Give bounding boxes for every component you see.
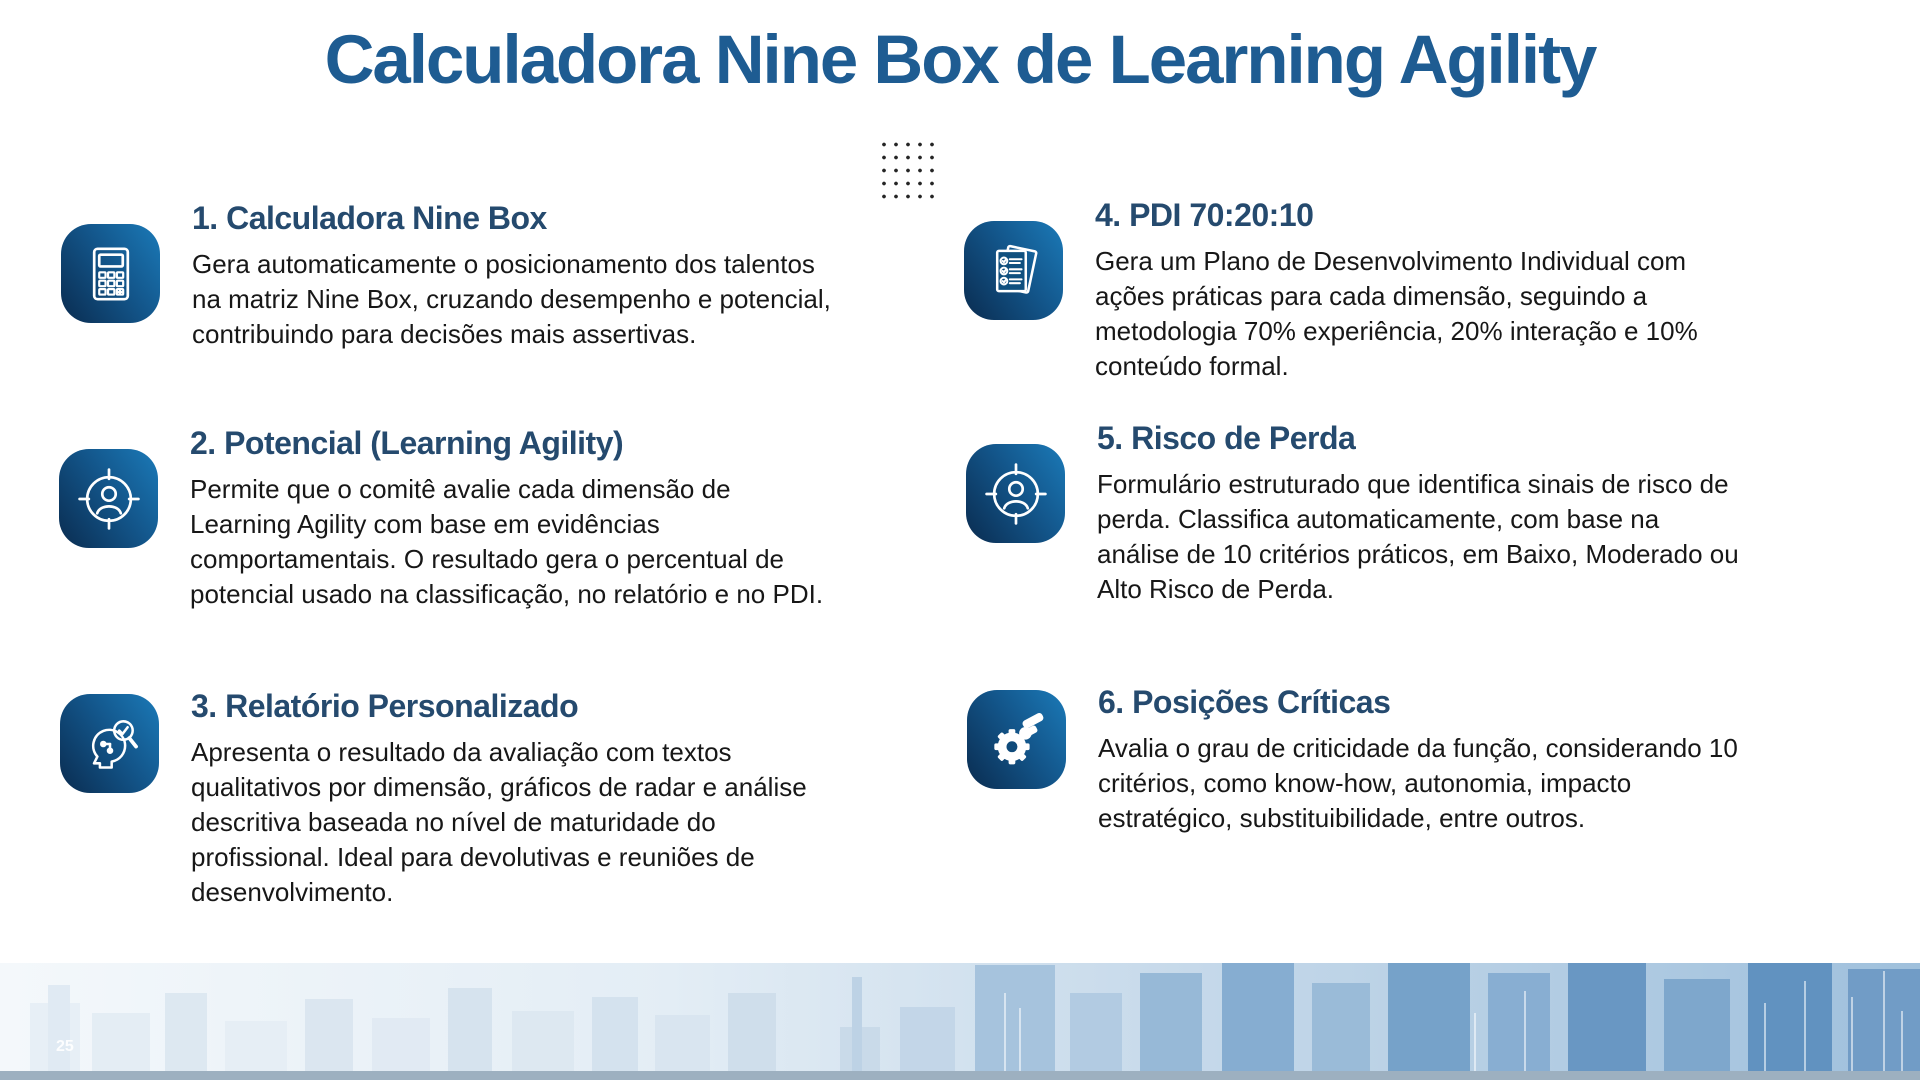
city-skyline-image (0, 963, 1920, 1080)
gear-hand-icon (967, 690, 1066, 789)
feature-title: 2. Potencial (Learning Agility) (190, 425, 624, 461)
feature-title: 3. Relatório Personalizado (191, 688, 579, 724)
feature-item-1 (61, 200, 861, 352)
feature-description: Apresenta o resultado da avaliação com textos qualitativos por dimensão, gráficos de radar e análise descritiva baseada no nível de maturidade do profissional. Ideal para devolutivas e reuniões de desenvolvimento. (191, 737, 807, 907)
feature-title: 5. Risco de Perda (1097, 420, 1356, 456)
feature-description: Permite que o comitê avalie cada dimensão de Learning Agility com base em evidências comportamentais. O resultado gera o percentual de potencial usado na classificação, no relatório e no PDI. (190, 474, 824, 609)
person-target-icon (966, 444, 1065, 543)
feature-item-3 (60, 688, 870, 910)
checklist-icon (964, 221, 1063, 320)
feature-description: Avalia o grau de criticidade da função, considerando 10 critérios, como know-how, autonomia, impacto estratégico, substituibilidade, entre outros. (1098, 733, 1738, 833)
feature-title: 6. Posições Críticas (1098, 684, 1391, 720)
calculator-icon (61, 224, 160, 323)
page-title: Calculadora Nine Box de Learning Agility (324, 21, 1596, 98)
feature-description: Gera automaticamente o posicionamento dos talentos na matriz Nine Box, cruzando desempenho e potencial, contribuindo para decisões mais assertivas. (192, 249, 831, 349)
feature-title: 4. PDI 70:20:10 (1095, 197, 1314, 233)
head-analysis-icon (60, 694, 159, 793)
page-number: 25 (56, 1038, 74, 1055)
feature-item-5 (966, 420, 1776, 607)
feature-item-4 (964, 197, 1774, 384)
person-target-icon (59, 449, 158, 548)
feature-item-2 (59, 425, 859, 612)
feature-description: Formulário estruturado que identifica sinais de risco de perda. Classifica automaticamente, com base na análise de 10 critérios práticos, em Baixo, Moderado ou Alto Risco de Perda. (1097, 469, 1739, 604)
feature-description: Gera um Plano de Desenvolvimento Individual com ações práticas para cada dimensão, seguindo a metodologia 70% experiência, 20% interação e 10% conteúdo formal. (1095, 246, 1698, 381)
dots-decoration (878, 138, 940, 204)
feature-title: 1. Calculadora Nine Box (192, 200, 547, 236)
feature-item-6 (967, 684, 1777, 836)
